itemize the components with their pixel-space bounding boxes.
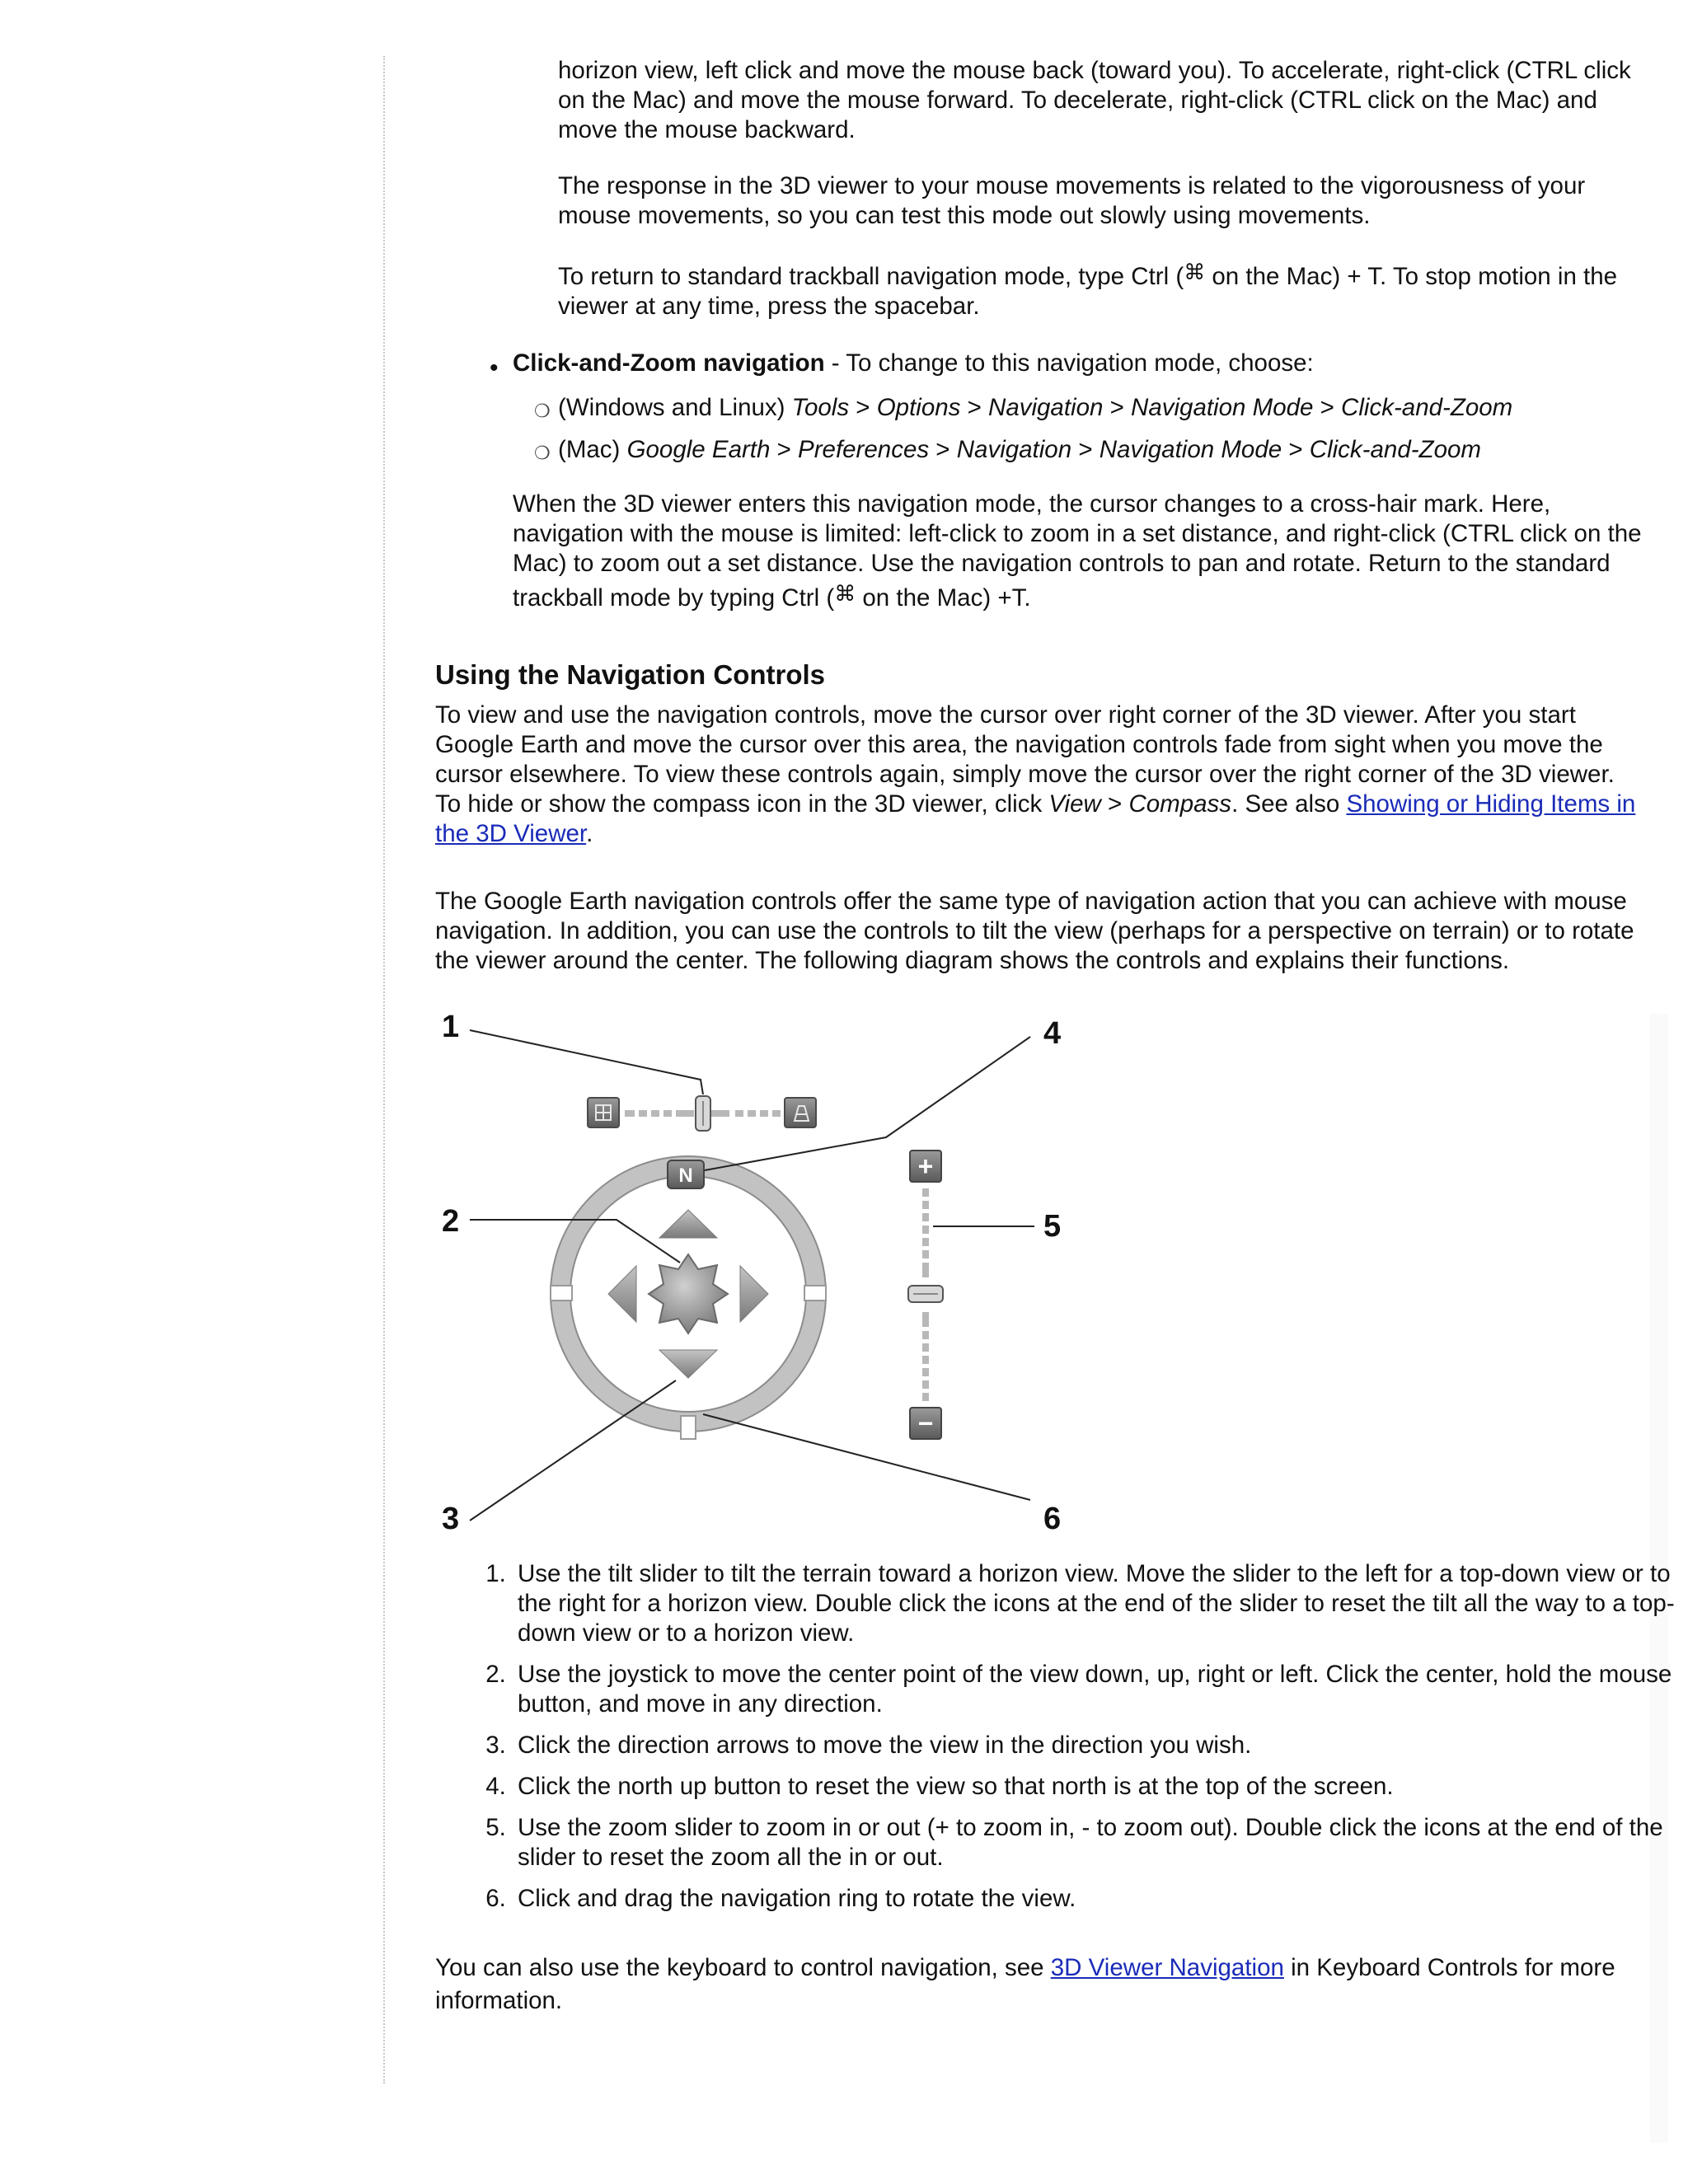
menu-sep: > [1103,394,1132,421]
list-item: 6. Click and drag the navigation ring to rotate the view. [513,1884,1683,1914]
menu-sep: > [770,436,799,463]
callout-4: 4 [1043,1016,1062,1051]
callout-6: 6 [1043,1502,1062,1533]
menu-item: Options [876,394,961,421]
list-item: 1. Use the tilt slider to tilt the terrain toward a horizon view. Move the slider to the left for a top-down view or to the right for a horizon view. Double click the icons at the end of the slider to reset the tilt all the way to a top-down view or to a horizon view. [513,1559,1683,1648]
intro-p3-text-b: on the Mac) + T. To stop motion in the viewer at any time, press the spacebar. [558,263,1618,320]
tilt-horizon-button[interactable] [785,1098,816,1127]
intro-paragraph-2: The response in the 3D viewer to your mouse movements is related to the vigorousness of your mouse movements, so you can test this mode out slowly using movements. [558,172,1586,229]
list-item: 3. Click the direction arrows to move the view in the direction you wish. [513,1731,1683,1760]
menu-item: Google Earth [626,436,771,463]
section-p1-text-c: . [586,820,593,847]
callout-line-4 [705,1037,1030,1170]
sub-bullet-marker: ❍ [534,443,551,463]
click-zoom-desc-b: on the Mac) +T. [856,584,1031,612]
north-label: N [678,1165,693,1187]
arrow-down-icon[interactable] [659,1350,717,1378]
menu-item: Click-and-Zoom [1341,394,1513,421]
callout-1: 1 [442,1010,460,1044]
command-key-icon: ⌘ [1184,260,1206,284]
footer-text-a: You can also use the keyboard to control navigation, see [435,1954,1051,1981]
callout-5: 5 [1043,1209,1062,1244]
click-zoom-item [513,349,1650,378]
joystick[interactable] [649,1254,728,1333]
click-zoom-desc-a: When the 3D viewer enters this navigation mode, the cursor changes to a cross-hair mark. Here, navigation with the mouse is limited: left-click to zoom in a set distance, and right-click (CTRL click on the Mac) to zoom out a set distance. Use the navigation controls to pan and rotate. Return to the standard trackball mode by typing Ctrl ( [513,490,1642,612]
click-zoom-lead: - To change to this navigation mode, choose: [824,349,1314,377]
bullet-marker: • [490,354,499,382]
arrow-right-icon[interactable] [740,1266,768,1322]
click-zoom-description [513,490,1650,613]
navigation-controls-diagram [429,997,1088,1533]
sub-bullet-marker: ❍ [534,401,551,421]
zoom-in-symbol: + [917,1151,934,1181]
callout-line-3 [470,1380,676,1521]
menu-item: Navigation [988,394,1104,421]
zoom-slider[interactable] [908,1151,943,1439]
menu-sep: > [929,436,957,463]
menu-item: Click-and-Zoom [1309,436,1481,463]
callout-line-6 [703,1414,1030,1500]
click-zoom-title: Click-and-Zoom navigation [513,349,825,377]
menu-sep: > [849,394,877,421]
3d-viewer-navigation-link[interactable]: 3D Viewer Navigation [1050,1954,1284,1981]
page-divider [383,56,385,2083]
arrow-left-icon[interactable] [608,1266,636,1322]
menu-path-mac [558,435,1646,465]
callout-2: 2 [442,1204,460,1239]
list-item: 5. Use the zoom slider to zoom in or out (+ to zoom in, - to zoom out). Double click the icons at the end of the slider to reset the zoom all the in or out. [513,1813,1683,1872]
section-paragraph-1 [435,701,1639,849]
arrow-up-icon[interactable] [659,1210,717,1238]
menu-item: Preferences [798,436,930,463]
footer-text-b: in Keyboard Controls for more information. [435,1954,1615,2014]
menu-item: Navigation Mode [1099,436,1282,463]
menu-sep: > [1071,436,1100,463]
showing-hiding-items-link[interactable]: Showing or Hiding Items in the 3D Viewer [435,790,1636,847]
menu-sep: > [1282,436,1310,463]
menu-path-prefix: (Windows and Linux) [558,394,792,421]
section-p1-text-a: To view and use the navigation controls, move the cursor over right corner of the 3D viewer. After you start Google Earth and move the cursor over this area, the navigation controls fade from sight when you move the cursor elsewhere. To view these controls again, simply move the cursor over the right corner of the 3D viewer. To hide or show the compass icon in the 3D viewer, click [435,701,1615,818]
section-heading: Using the Navigation Controls [435,659,826,690]
callout-3: 3 [442,1502,460,1533]
footer-paragraph [435,1952,1639,2018]
list-item: 2. Use the joystick to move the center point of the view down, up, right or left. Click the center, hold the mouse button, and move in any direction. [513,1660,1683,1719]
intro-paragraph-1: horizon view, left click and move the mouse back (toward you). To accelerate, right-click (CTRL click on the Mac) and move the mouse forward. To decelerate, right-click (CTRL click on the Mac) and move the mouse backward. [558,57,1631,143]
list-item: 4. Click the north up button to reset the view so that north is at the top of the screen. [513,1772,1683,1802]
menu-item-view: View [1048,790,1101,818]
menu-path-windows [558,393,1646,423]
command-key-icon: ⌘ [834,581,856,606]
menu-sep: > [1313,394,1342,421]
tilt-slider[interactable] [588,1096,816,1131]
menu-item-compass: Compass [1128,790,1232,818]
section-paragraph-2: The Google Earth navigation controls offer the same type of navigation action that you can achieve with mouse navigation. In addition, you can use the controls to tilt the view (perhaps for a perspective on terrain) or to rotate the viewer around the center. The following diagram shows the controls and explains their functions. [435,888,1634,974]
intro-paragraph-3 [558,257,1646,321]
intro-p3-text-a: To return to standard trackball navigation mode, type Ctrl ( [558,263,1184,290]
north-up-button[interactable] [668,1160,704,1188]
steps-list [476,1559,1683,1925]
menu-sep: > [960,394,989,421]
callout-line-1 [470,1030,703,1094]
menu-sep: > [1100,790,1129,818]
section-p1-text-b: . See also [1231,790,1347,818]
zoom-out-symbol: − [917,1408,934,1438]
menu-item: Navigation Mode [1131,394,1314,421]
menu-item: Navigation [956,436,1072,463]
menu-path-prefix: (Mac) [558,436,627,463]
menu-item: Tools [791,394,850,421]
